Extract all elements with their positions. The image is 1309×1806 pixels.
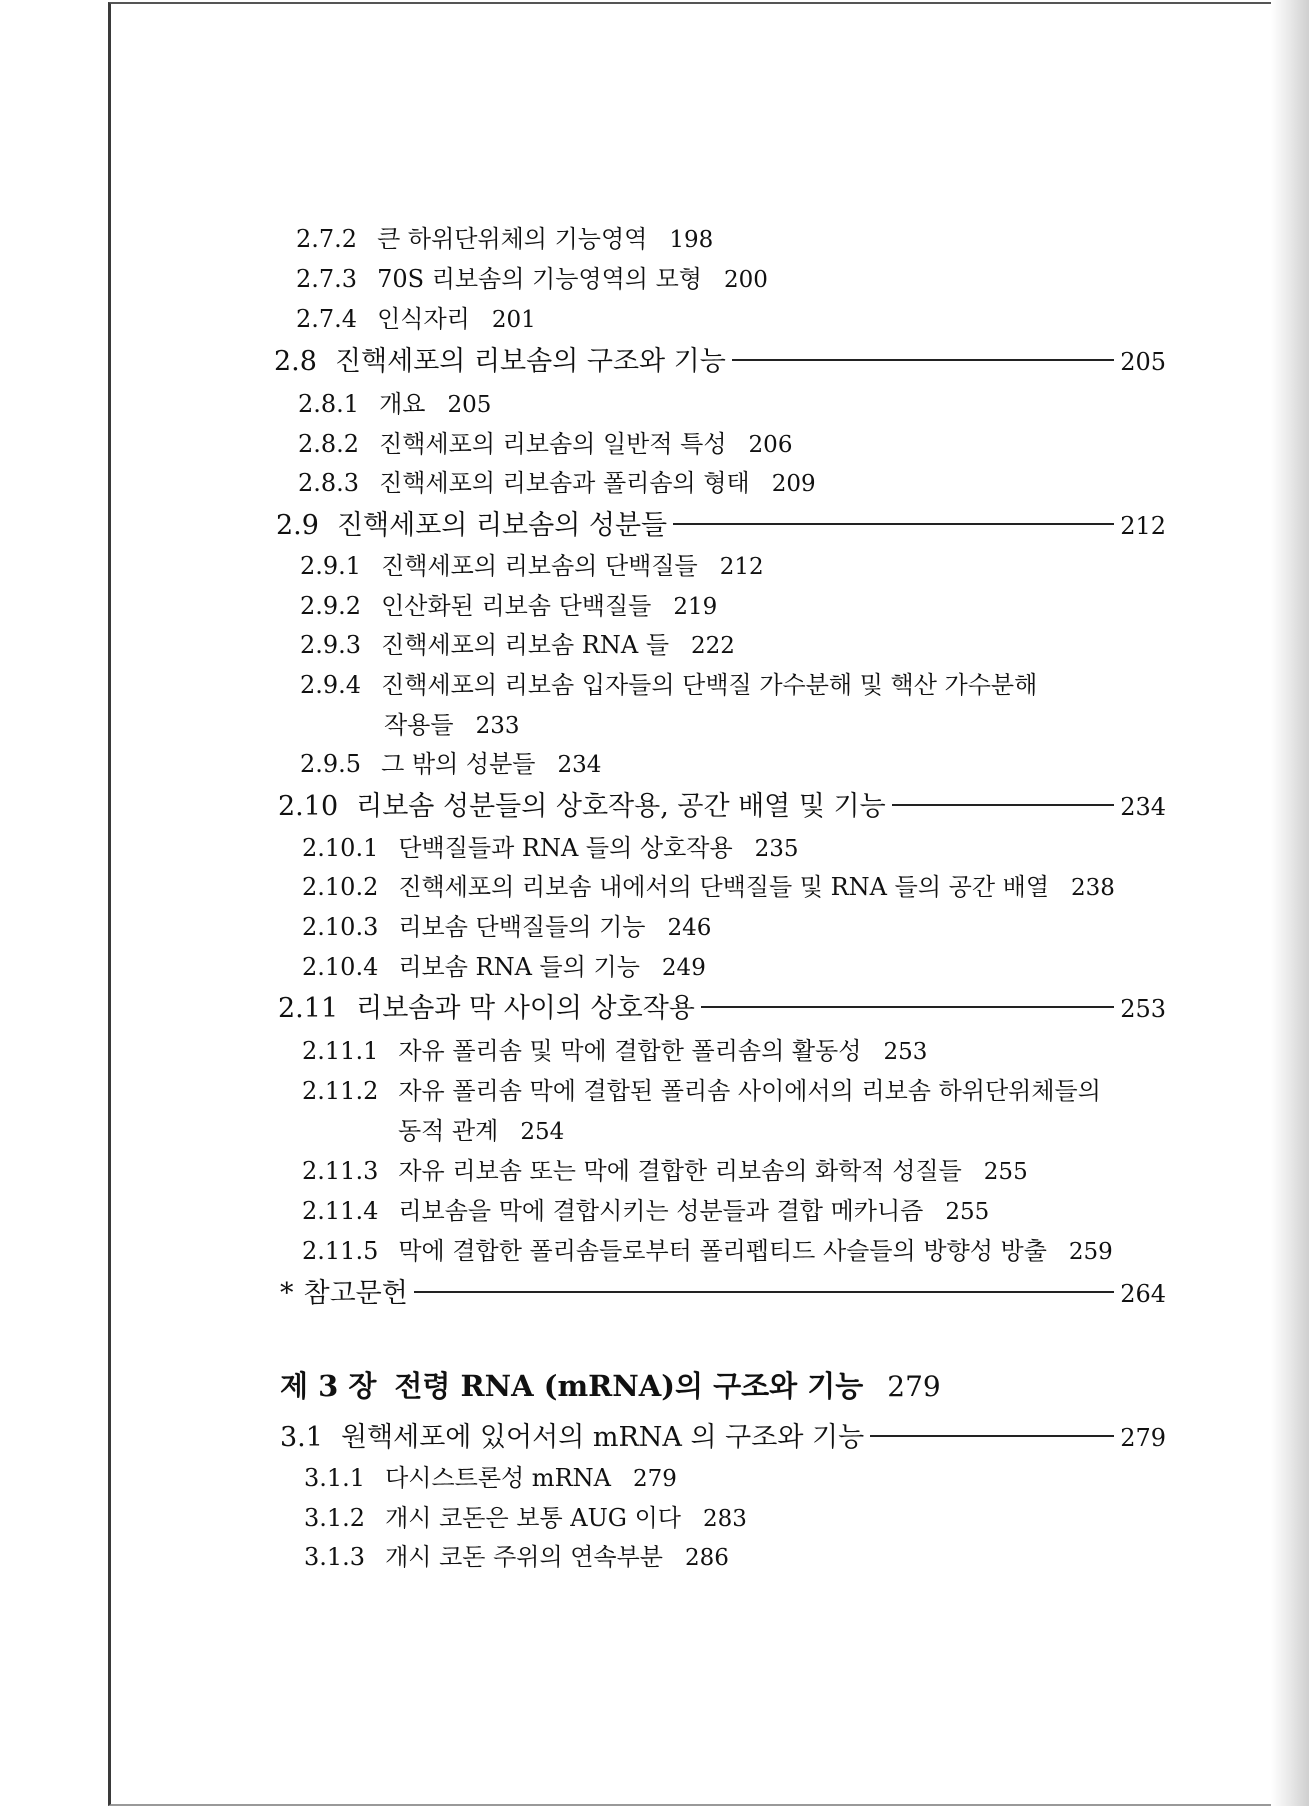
toc-page: 206 bbox=[748, 432, 793, 458]
dot-leader bbox=[732, 359, 1114, 361]
toc-page: 235 bbox=[754, 836, 799, 862]
toc-number: 2.11.1 bbox=[302, 1037, 379, 1065]
toc-entry-2-8-1[interactable] bbox=[298, 384, 491, 419]
toc-title: 자유 폴리솜 막에 결합된 폴리솜 사이에서의 리보솜 하위단위체들의 bbox=[398, 1077, 1101, 1105]
toc-page: 201 bbox=[491, 307, 536, 333]
toc-page: 255 bbox=[983, 1159, 1028, 1185]
toc-number: 2.10.4 bbox=[302, 953, 379, 981]
toc-page: 255 bbox=[945, 1199, 990, 1225]
toc-entry-2-10-2[interactable] bbox=[302, 867, 1115, 902]
toc-page: 238 bbox=[1071, 875, 1115, 901]
toc-entry-2-11-1[interactable] bbox=[302, 1031, 927, 1066]
dot-leader bbox=[701, 1006, 1114, 1008]
toc-number: 2.11.4 bbox=[302, 1197, 379, 1225]
toc-page: 253 bbox=[883, 1039, 928, 1065]
toc-number: 2.9.3 bbox=[300, 631, 362, 659]
toc-bullet: * bbox=[280, 1278, 294, 1309]
toc-title: 막에 결합한 폴리솜들로부터 폴리펩티드 사슬들의 방향성 방출 bbox=[398, 1237, 1047, 1265]
toc-title: 개시 코돈 주위의 연속부분 bbox=[385, 1543, 663, 1571]
toc-page: 222 bbox=[691, 633, 735, 659]
toc-number: 3.1.1 bbox=[304, 1464, 366, 1492]
toc-title: 70S 리보솜의 기능영역의 모형 bbox=[377, 265, 702, 293]
toc-entry-2-9-3[interactable] bbox=[300, 625, 735, 660]
toc-number: 2.9.2 bbox=[300, 592, 362, 620]
dot-leader bbox=[892, 804, 1115, 806]
toc-page: 205 bbox=[1120, 348, 1166, 376]
toc-title: 진핵세포의 리보솜의 단백질들 bbox=[381, 552, 698, 580]
toc-entry-2-7-4[interactable] bbox=[296, 299, 536, 334]
toc-page: 279 bbox=[1120, 1424, 1166, 1452]
toc-section-3-1[interactable] bbox=[280, 1415, 1166, 1454]
toc-number: 2.7.4 bbox=[296, 305, 358, 333]
toc-title: 리보솜과 막 사이의 상호작용 bbox=[356, 993, 695, 1024]
toc-page: 254 bbox=[520, 1119, 565, 1145]
toc-title: 개요 bbox=[379, 390, 426, 418]
toc-title: 그 밖의 성분들 bbox=[381, 750, 536, 778]
toc-entry-2-9-2[interactable] bbox=[300, 586, 717, 621]
toc-page: 234 bbox=[1120, 793, 1166, 821]
toc-entry-2-7-2[interactable] bbox=[296, 219, 713, 254]
toc-entry-2-10-3[interactable] bbox=[302, 907, 711, 942]
toc-entry-2-9-1[interactable] bbox=[300, 546, 764, 581]
toc-number: 2.8.1 bbox=[298, 390, 360, 418]
toc-number: 2.9.5 bbox=[300, 750, 362, 778]
toc-number: 2.9.4 bbox=[300, 671, 362, 699]
toc-title: 진핵세포의 리보솜 RNA 들 bbox=[381, 631, 670, 659]
toc-number: 2.9 bbox=[276, 510, 319, 541]
toc-page: 264 bbox=[1120, 1280, 1166, 1308]
dot-leader bbox=[414, 1291, 1114, 1293]
toc-number: 3.1.3 bbox=[304, 1543, 366, 1571]
toc-number: 3.1 bbox=[280, 1422, 323, 1453]
toc-title: 진핵세포의 리보솜 내에서의 단백질들 및 RNA 들의 공간 배열 bbox=[398, 873, 1050, 901]
toc-number: 2.11.5 bbox=[302, 1237, 379, 1265]
toc-title: 단백질들과 RNA 들의 상호작용 bbox=[398, 834, 733, 862]
toc-entry-3-1-2[interactable] bbox=[304, 1498, 747, 1533]
dot-leader bbox=[673, 523, 1114, 525]
toc-page: 246 bbox=[667, 915, 712, 941]
toc-title: 진핵세포의 리보솜의 성분들 bbox=[336, 510, 668, 541]
toc-section-2-9[interactable] bbox=[276, 503, 1166, 542]
toc-entry-2-9-4-continued[interactable] bbox=[384, 705, 519, 740]
toc-title: 다시스트론성 mRNA bbox=[385, 1464, 611, 1492]
toc-title: 자유 폴리솜 및 막에 결합한 폴리솜의 활동성 bbox=[398, 1037, 862, 1065]
toc-title: 진핵세포의 리보솜의 구조와 기능 bbox=[334, 346, 726, 377]
toc-number: 2.8.3 bbox=[298, 469, 360, 497]
toc-title: 리보솜 RNA 들의 기능 bbox=[398, 953, 640, 981]
dot-leader bbox=[870, 1435, 1114, 1437]
toc-section-2-11[interactable] bbox=[278, 986, 1166, 1025]
toc-title: 진핵세포의 리보솜의 일반적 특성 bbox=[379, 430, 727, 458]
toc-references[interactable] bbox=[280, 1271, 1166, 1310]
toc-entry-3-1-3[interactable] bbox=[304, 1537, 729, 1572]
toc-number: 2.11.3 bbox=[302, 1157, 379, 1185]
toc-title: 원핵세포에 있어서의 mRNA 의 구조와 기능 bbox=[340, 1422, 865, 1453]
toc-number: 2.10 bbox=[278, 791, 339, 822]
toc-page: 233 bbox=[475, 713, 520, 739]
toc-page: 259 bbox=[1068, 1239, 1113, 1265]
toc-title: 자유 리보솜 또는 막에 결합한 리보솜의 화학적 성질들 bbox=[398, 1157, 962, 1185]
toc-title: 인식자리 bbox=[377, 305, 470, 333]
toc-page: 249 bbox=[661, 955, 706, 981]
toc-entry-2-11-4[interactable] bbox=[302, 1191, 989, 1226]
toc-title: 큰 하위단위체의 기능영역 bbox=[377, 225, 648, 253]
toc-page: 286 bbox=[685, 1545, 729, 1571]
toc-page: 219 bbox=[673, 594, 718, 620]
toc-title-continued: 동적 관계 bbox=[398, 1117, 499, 1145]
chapter-number: 제 3 장 bbox=[280, 1369, 377, 1403]
toc-number: 2.9.1 bbox=[300, 552, 362, 580]
toc-entry-3-1-1[interactable] bbox=[304, 1458, 677, 1493]
toc-number: 2.11 bbox=[278, 993, 339, 1024]
toc-page: 279 bbox=[632, 1466, 677, 1492]
chapter-title: 전령 RNA (mRNA)의 구조와 기능 bbox=[394, 1369, 864, 1403]
toc-page: 200 bbox=[723, 267, 768, 293]
toc-number: 2.11.2 bbox=[302, 1077, 379, 1105]
toc-page: 198 bbox=[669, 227, 714, 253]
toc-entry-2-11-2-continued[interactable] bbox=[398, 1111, 564, 1146]
toc-entry-2-8-2[interactable] bbox=[298, 424, 792, 459]
toc-number: 2.10.2 bbox=[302, 873, 379, 901]
toc-page: 212 bbox=[1120, 512, 1166, 540]
toc-title: 리보솜 성분들의 상호작용, 공간 배열 및 기능 bbox=[356, 791, 886, 822]
toc-chapter-3[interactable] bbox=[280, 1364, 941, 1405]
chapter-page: 279 bbox=[887, 1370, 941, 1403]
toc-page: 253 bbox=[1120, 995, 1166, 1023]
toc-title: 진핵세포의 리보솜 입자들의 단백질 가수분해 및 핵산 가수분해 bbox=[381, 671, 1038, 699]
toc-entry-2-11-5[interactable] bbox=[302, 1231, 1113, 1266]
toc-title: 진핵세포의 리보솜과 폴리솜의 형태 bbox=[379, 469, 750, 497]
toc-entry-2-9-4[interactable] bbox=[300, 665, 1037, 700]
toc-page: 283 bbox=[702, 1506, 747, 1532]
toc-number: 2.8.2 bbox=[298, 430, 360, 458]
toc-page: 234 bbox=[557, 752, 602, 778]
toc-title: 개시 코돈은 보통 AUG 이다 bbox=[385, 1504, 681, 1532]
toc-title-continued: 작용들 bbox=[384, 711, 454, 739]
toc-number: 2.7.2 bbox=[296, 225, 358, 253]
toc-number: 2.10.1 bbox=[302, 834, 379, 862]
toc-number: 2.7.3 bbox=[296, 265, 358, 293]
toc-title: 인산화된 리보솜 단백질들 bbox=[381, 592, 652, 620]
toc-entry-2-7-3[interactable] bbox=[296, 259, 768, 294]
toc-section-2-10[interactable] bbox=[278, 784, 1166, 823]
toc-entry-2-10-4[interactable] bbox=[302, 947, 706, 982]
toc-entry-2-11-2[interactable] bbox=[302, 1071, 1101, 1106]
toc-entry-2-9-5[interactable] bbox=[300, 744, 601, 779]
toc-title: 리보솜 단백질들의 기능 bbox=[398, 913, 646, 941]
toc-page: 209 bbox=[771, 471, 816, 497]
toc-entry-2-8-3[interactable] bbox=[298, 463, 816, 498]
toc-page: 205 bbox=[447, 392, 492, 418]
toc-title: 리보솜을 막에 결합시키는 성분들과 결합 메카니즘 bbox=[398, 1197, 924, 1225]
toc-section-2-8[interactable] bbox=[274, 339, 1166, 378]
toc-number: 2.8 bbox=[274, 346, 317, 377]
toc-number: 3.1.2 bbox=[304, 1504, 366, 1532]
toc-entry-2-11-3[interactable] bbox=[302, 1151, 1028, 1186]
toc-entry-2-10-1[interactable] bbox=[302, 828, 799, 863]
toc-title: 참고문헌 bbox=[303, 1278, 408, 1309]
toc-number: 2.10.3 bbox=[302, 913, 379, 941]
toc-page: 212 bbox=[719, 554, 764, 580]
